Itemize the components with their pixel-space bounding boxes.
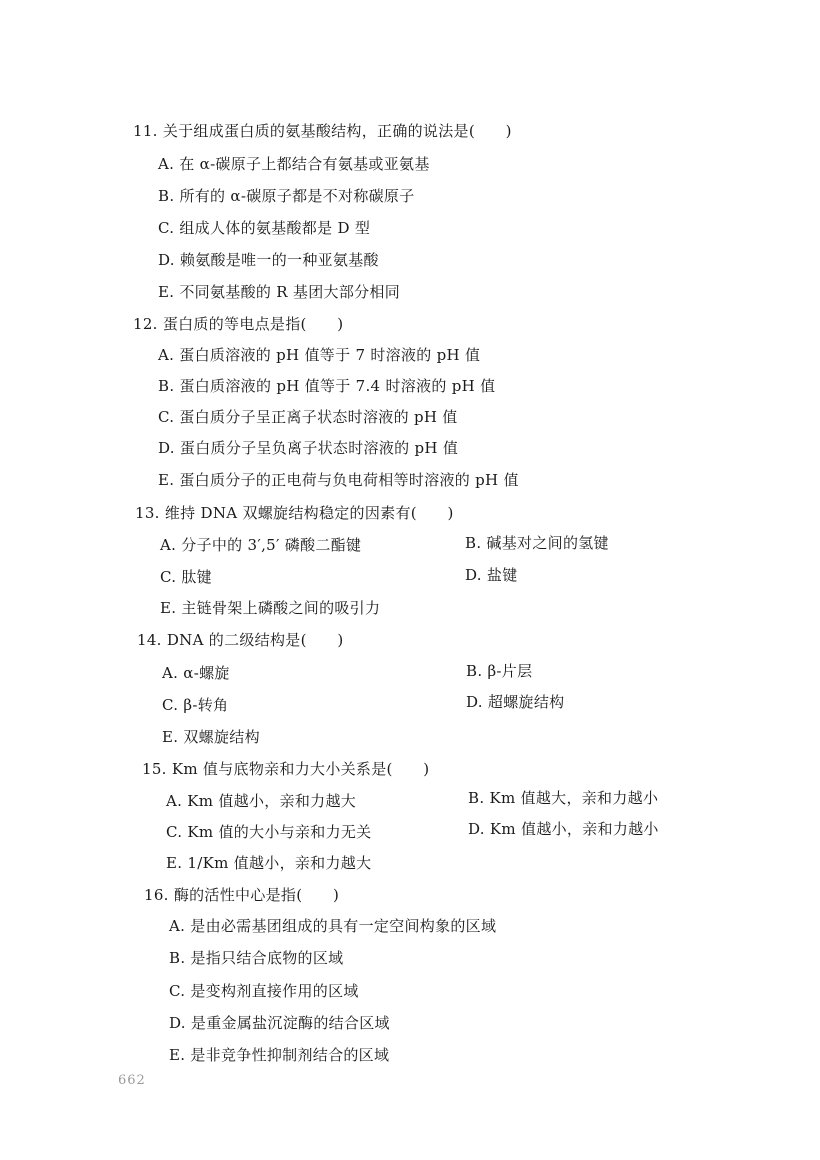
question-11-option-a: A. 在 α-碳原子上都结合有氨基或亚氨基 <box>158 155 430 173</box>
question-12-option-b: B. 蛋白质溶液的 pH 值等于 7.4 时溶液的 pH 值 <box>158 377 496 395</box>
question-14-option-d: D. 超螺旋结构 <box>466 693 565 711</box>
question-15-option-d: D. Km 值越小，亲和力越小 <box>468 820 659 838</box>
question-14-option-b: B. β-片层 <box>466 662 533 680</box>
question-15-option-b: B. Km 值越大，亲和力越小 <box>468 789 659 807</box>
question-15-stem: 15. Km 值与底物亲和力大小关系是( ) <box>142 760 430 778</box>
question-12-option-e: E. 蛋白质分子的正电荷与负电荷相等时溶液的 pH 值 <box>158 471 519 489</box>
question-12-option-d: D. 蛋白质分子呈负离子状态时溶液的 pH 值 <box>158 439 459 457</box>
question-16-option-d: D. 是重金属盐沉淀酶的结合区域 <box>169 1014 390 1032</box>
question-16-stem: 16. 酶的活性中心是指( ) <box>144 886 340 904</box>
question-14-option-a: A. α-螺旋 <box>162 664 230 682</box>
question-16-option-a: A. 是由必需基团组成的具有一定空间构象的区域 <box>169 917 497 935</box>
question-12-option-c: C. 蛋白质分子呈正离子状态时溶液的 pH 值 <box>158 408 458 426</box>
question-15-option-a: A. Km 值越小，亲和力越大 <box>166 792 357 810</box>
question-15-option-e: E. 1/Km 值越小，亲和力越大 <box>166 854 372 872</box>
question-11-option-b: B. 所有的 α-碳原子都是不对称碳原子 <box>158 187 415 205</box>
question-14-stem: 14. DNA 的二级结构是( ) <box>137 631 344 649</box>
question-12-stem: 12. 蛋白质的等电点是指( ) <box>133 315 344 333</box>
question-13-option-d: D. 盐键 <box>465 566 518 584</box>
question-16-option-b: B. 是指只结合底物的区域 <box>169 949 344 967</box>
question-13-option-e: E. 主链骨架上磷酸之间的吸引力 <box>160 599 381 617</box>
question-14-option-e: E. 双螺旋结构 <box>162 728 260 746</box>
question-13-option-c: C. 肽键 <box>160 568 212 586</box>
question-16-option-c: C. 是变构剂直接作用的区域 <box>169 982 359 1000</box>
question-11-option-e: E. 不同氨基酸的 R 基团大部分相同 <box>158 283 401 301</box>
question-13-stem: 13. 维持 DNA 双螺旋结构稳定的因素有( ) <box>135 504 454 522</box>
question-12-option-a: A. 蛋白质溶液的 pH 值等于 7 时溶液的 pH 值 <box>158 346 481 364</box>
page-number: 662 <box>118 1073 146 1088</box>
question-11-option-c: C. 组成人体的氨基酸都是 D 型 <box>158 219 371 237</box>
question-11-option-d: D. 赖氨酸是唯一的一种亚氨基酸 <box>158 251 379 269</box>
question-15-option-c: C. Km 值的大小与亲和力无关 <box>166 823 372 841</box>
question-13-option-a: A. 分子中的 3′,5′ 磷酸二酯键 <box>160 536 362 554</box>
question-16-option-e: E. 是非竞争性抑制剂结合的区域 <box>169 1046 390 1064</box>
question-13-option-b: B. 碱基对之间的氢键 <box>465 534 609 552</box>
question-14-option-c: C. β-转角 <box>162 696 229 714</box>
question-11-stem: 11. 关于组成蛋白质的氨基酸结构，正确的说法是( ) <box>133 122 512 140</box>
